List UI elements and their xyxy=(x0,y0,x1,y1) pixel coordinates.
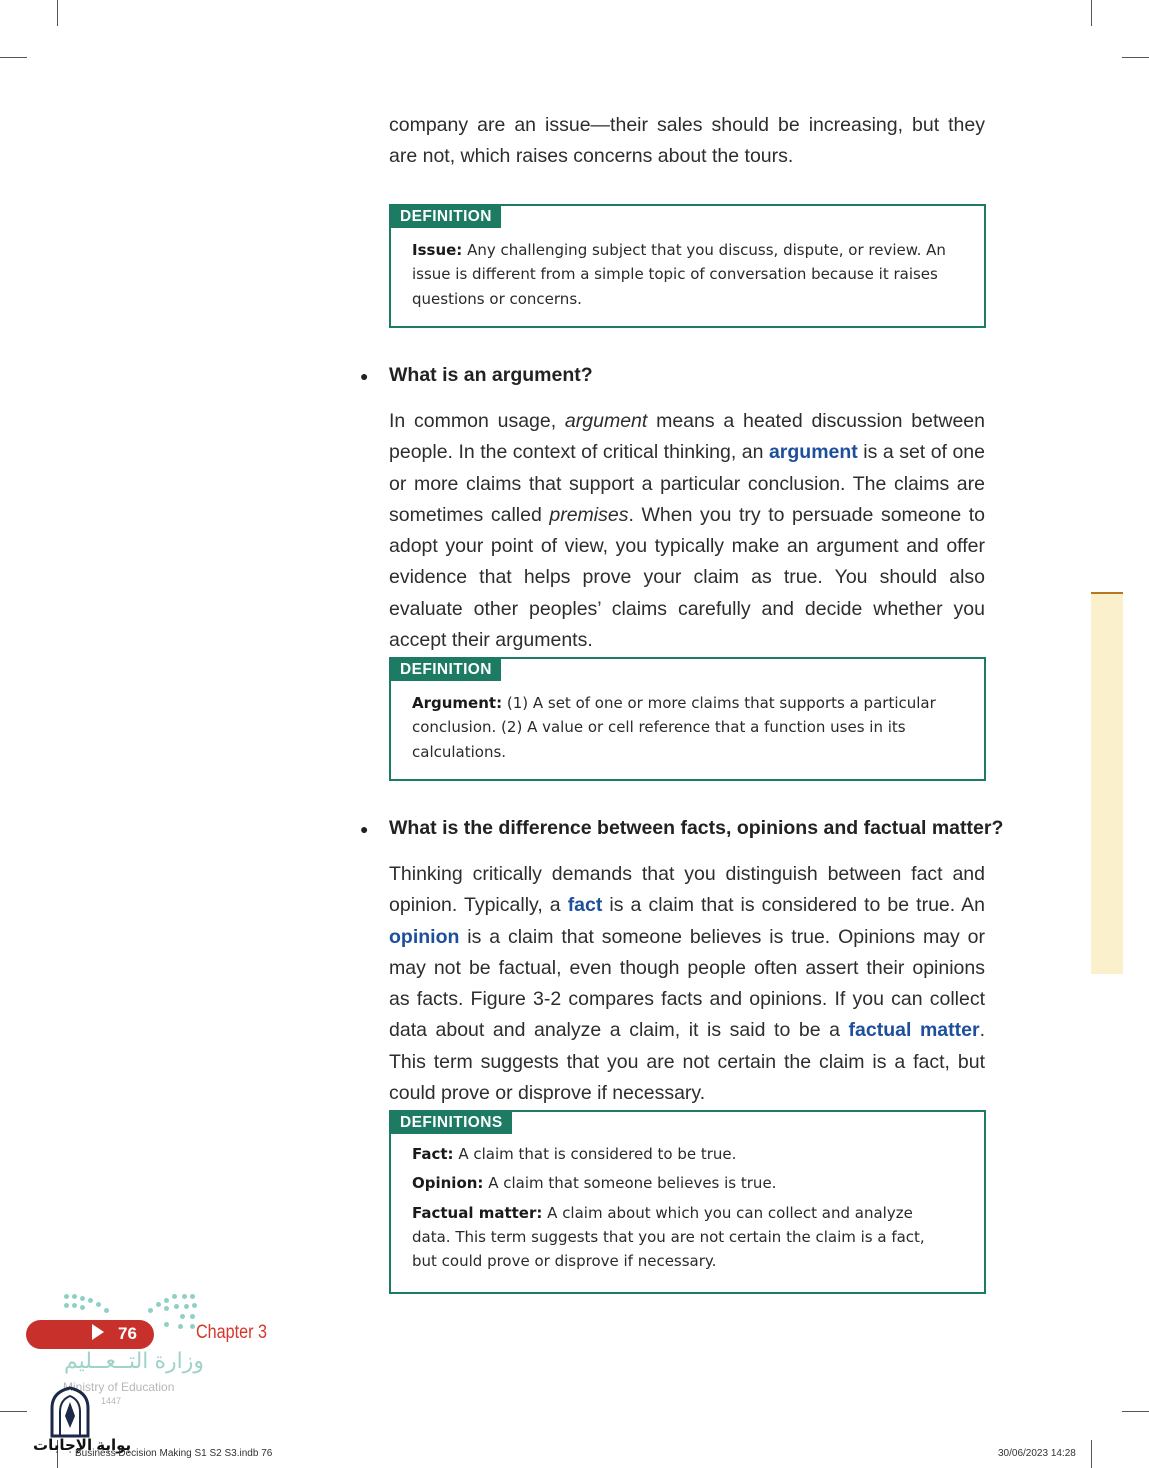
emphasis-text: premises xyxy=(549,503,629,526)
definitions-box-facts xyxy=(389,1110,986,1294)
facts-paragraph: Thinking critically demands that you distinguish between fact and opinion. Typically, a fact is a claim that is considered to be true. An opinion is a claim that someone believes is true. Opinions may or may not be factual, even though people often assert their opinions as facts. Figure 3-2 compares facts and opinions. If you can collect data about and analyze a claim, it is said to be a factual matter. This term suggests that you are not certain the claim is a fact, but could prove or disprove if necessary. xyxy=(389,863,986,1105)
crop-mark xyxy=(0,1411,27,1412)
definition-entry xyxy=(412,691,954,764)
definition-entry xyxy=(412,1142,954,1166)
emphasis-text: argument xyxy=(564,410,648,432)
argument-paragraph: In common usage, argument means a heated discussion between people. In the context of critical thinking, an argument is a set of one or more claims that support a particular conclusion. The claims are sometimes called premises. When you try to persuade someone to adopt your point of view, you typically make an argument and offer evidence that helps prove your claim as true. You should also evaluate other peoples’ claims carefully and decide whether you accept their arguments. xyxy=(389,410,985,652)
definition-term: Issue: xyxy=(412,241,463,259)
definition-entry xyxy=(412,1201,954,1274)
definition-box-argument xyxy=(389,657,986,781)
definition-entry xyxy=(412,1171,954,1195)
key-term-factual-matter: factual matter xyxy=(848,1019,980,1042)
definition-term: Argument: xyxy=(412,694,503,712)
definition-label: DEFINITION xyxy=(391,659,501,681)
portal-label: بوابة الإجابات xyxy=(33,1437,132,1454)
play-icon xyxy=(92,1324,104,1340)
key-term-opinion: opinion xyxy=(389,925,460,948)
key-term-argument: argument xyxy=(768,441,858,464)
definition-text: (1) A set of one or more claims that supports a particular conclusion. (2) A value or cell reference that a function uses in its calculations. xyxy=(412,694,936,761)
ministry-watermark-year: 1447 xyxy=(101,1396,122,1406)
definition-term: Opinion: xyxy=(412,1174,484,1193)
definition-term: Factual matter: xyxy=(412,1203,543,1222)
definition-text: Any challenging subject that you discuss, dispute, or review. An issue is different from a simple topic of conversation because it raises questions or concerns. xyxy=(412,241,946,308)
section-heading-facts: ● What is the difference between facts, opinions and factual matter? xyxy=(360,817,1004,839)
print-file-name: Business Decision Making S1 S2 S3.indb 76 xyxy=(75,1448,273,1459)
definition-text: A claim that is considered to be true. xyxy=(453,1145,737,1163)
portal-logo-icon xyxy=(46,1386,94,1438)
continuation-paragraph: company are an issue—their sales should be increasing, but they are not, which raises concerns about the tours. xyxy=(389,114,985,168)
crop-mark xyxy=(57,0,58,26)
definition-text: A claim that someone believes is true. xyxy=(483,1174,777,1193)
chapter-side-tab xyxy=(1091,592,1123,974)
bullet-icon: ● xyxy=(360,820,369,837)
definition-label: DEFINITIONS xyxy=(391,1112,512,1134)
definition-term: Fact: xyxy=(412,1145,454,1163)
crop-mark xyxy=(0,57,27,58)
ministry-watermark-english: Ministry of Education xyxy=(63,1380,175,1394)
ministry-watermark-arabic: وزارة التــعــليم xyxy=(64,1348,205,1373)
bullet-icon: ● xyxy=(360,367,369,384)
chapter-label: Chapter 3 xyxy=(196,1322,267,1343)
crop-mark xyxy=(1091,1440,1092,1468)
definition-text: A claim about which you can collect and analyze data. This term suggests that you are not certain the claim is a fact, but could prove or disprove if necessary. xyxy=(412,1203,925,1271)
key-term-fact: fact xyxy=(567,894,603,917)
definition-label: DEFINITION xyxy=(391,206,501,228)
section-heading-argument: ● What is an argument? xyxy=(360,364,593,386)
crop-mark xyxy=(1122,1411,1149,1412)
crop-mark xyxy=(1122,57,1149,58)
crop-mark xyxy=(1091,0,1092,26)
print-timestamp: 30/06/2023 14:28 xyxy=(998,1448,1076,1459)
page-number: 76 xyxy=(118,1324,137,1343)
definition-box-issue xyxy=(389,204,986,328)
definition-entry xyxy=(412,238,954,311)
